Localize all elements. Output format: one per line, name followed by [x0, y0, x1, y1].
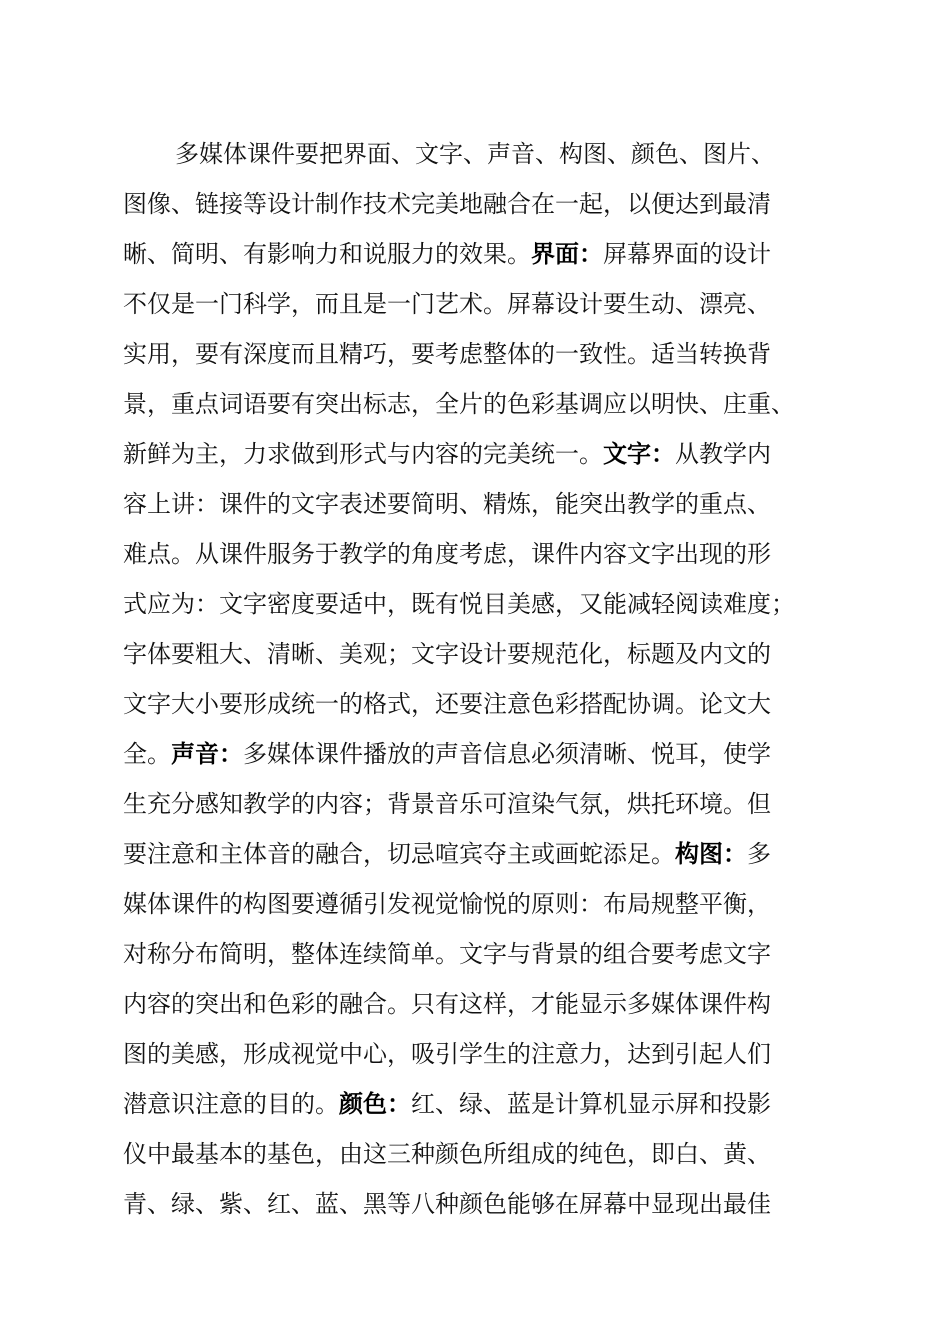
paragraph-line: 仪中最基本的基色，由这三种颜色所组成的纯色，即白、黄、 [123, 1140, 771, 1168]
paragraph-line: 要注意和主体音的融合，切忌喧宾夺主或画蛇添足。构图：多 [123, 840, 771, 868]
paragraph-line: 式应为：文字密度要适中，既有悦目美感，又能减轻阅读难度； [123, 590, 795, 618]
paragraph-line: 不仅是一门科学，而且是一门艺术。屏幕设计要生动、漂亮、 [123, 290, 771, 318]
paragraph-line: 内容的突出和色彩的融合。只有这样，才能显示多媒体课件构 [123, 990, 771, 1018]
paragraph-line: 文字大小要形成统一的格式，还要注意色彩搭配协调。论文大 [123, 690, 771, 718]
section-term-composition: 构图： [675, 840, 747, 868]
paragraph-line: 图的美感，形成视觉中心，吸引学生的注意力，达到引起人们 [123, 1040, 771, 1068]
paragraph-line: 生充分感知教学的内容；背景音乐可渲染气氛，烘托环境。但 [123, 790, 771, 818]
paragraph-line: 景，重点词语要有突出标志，全片的色彩基调应以明快、庄重、 [123, 390, 795, 418]
paragraph-line: 对称分布简明，整体连续简单。文字与背景的组合要考虑文字 [123, 940, 771, 968]
section-term-interface: 界面： [531, 240, 603, 268]
paragraph-line: 青、绿、紫、红、蓝、黑等八种颜色能够在屏幕中显现出最佳 [123, 1190, 771, 1218]
paragraph-line: 多媒体课件要把界面、文字、声音、构图、颜色、图片、 [175, 140, 775, 168]
paragraph-line: 实用，要有深度而且精巧，要考虑整体的一致性。适当转换背 [123, 340, 771, 368]
section-term-text: 文字： [603, 440, 675, 468]
paragraph-line: 字体要粗大、清晰、美观；文字设计要规范化，标题及内文的 [123, 640, 771, 668]
section-term-color: 颜色： [339, 1090, 411, 1118]
body-paragraph [123, 129, 835, 1229]
section-term-sound: 声音： [171, 740, 243, 768]
paragraph-line: 难点。从课件服务于教学的角度考虑，课件内容文字出现的形 [123, 540, 771, 568]
paragraph-line: 媒体课件的构图要遵循引发视觉愉悦的原则：布局规整平衡， [123, 890, 771, 918]
paragraph-line: 容上讲：课件的文字表述要简明、精炼，能突出教学的重点、 [123, 490, 771, 518]
paragraph-line: 新鲜为主，力求做到形式与内容的完美统一。文字：从教学内 [123, 440, 771, 468]
paragraph-line: 潜意识注意的目的。颜色：红、绿、蓝是计算机显示屏和投影 [123, 1090, 771, 1118]
paragraph-line: 全。声音：多媒体课件播放的声音信息必须清晰、悦耳，使学 [123, 740, 771, 768]
paragraph-line: 图像、链接等设计制作技术完美地融合在一起，以便达到最清 [123, 190, 771, 218]
paragraph-line: 晰、简明、有影响力和说服力的效果。界面：屏幕界面的设计 [123, 240, 771, 268]
